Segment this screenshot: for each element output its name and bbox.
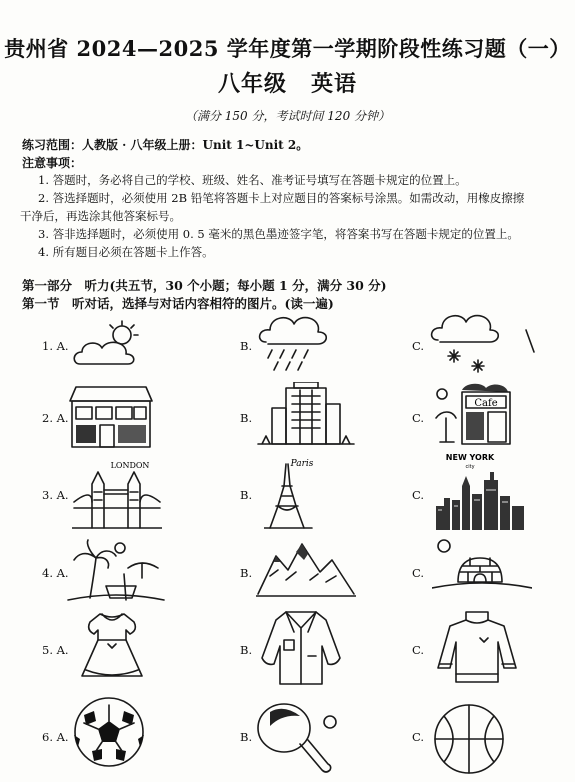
question-3-b-label: B. — [240, 488, 253, 502]
question-4-a-label: 4. A. — [42, 566, 69, 580]
notes-title: 注意事项： — [22, 156, 83, 170]
question-5-a-label: 5. A. — [42, 643, 69, 657]
shirt-icon — [256, 606, 346, 686]
london-caption: LONDON — [110, 461, 150, 470]
new-york-caption: NEW YORK — [445, 453, 495, 462]
question-4-c-label: C. — [412, 566, 425, 580]
note-item: 1. 答题时，务必将自己的学校、班级、姓名、准考证号填写在答题卡规定的位置上。 — [38, 173, 467, 187]
question-4-b-label: B. — [240, 566, 253, 580]
note-item: 2. 答选择题时，必须使用 2B 铅笔将答题卡上对应题目的答案标号涂黑。如需改动，用橡皮擦擦 — [38, 191, 525, 205]
exam-subtitle — [0, 67, 575, 98]
exam-title: 贵州省 2024—2025 学年度第一学期阶段性练习题（一） — [4, 36, 571, 61]
tower-bridge-icon — [72, 458, 162, 530]
question-1-b-label: B. — [240, 339, 253, 353]
paris-caption: Paris — [290, 459, 314, 469]
sweater-icon — [432, 608, 522, 684]
city-caption: city — [465, 464, 475, 470]
grade-label: 八年级 — [217, 71, 287, 97]
section-heading: 第一节 听对话，选择与对话内容相符的图片。(读一遍) — [22, 296, 334, 311]
mountains-icon — [256, 536, 356, 598]
ping-pong-paddle-icon — [256, 700, 346, 780]
question-6-c-label: C. — [412, 730, 425, 744]
question-2-a-label: 2. A. — [42, 411, 69, 425]
question-3-c-label: C. — [412, 488, 425, 502]
question-5-c-label: C. — [412, 643, 425, 657]
shop-building-icon — [66, 385, 156, 449]
question-1-c-label: C. — [412, 339, 425, 353]
question-3-a-label: 3. A. — [42, 488, 69, 502]
snow-cloud-icon — [430, 306, 540, 376]
part-heading: 第一部分 听力(共五节，30 个小题；每小题 1 分，满分 30 分) — [22, 278, 387, 293]
cafe-sign: Cafe — [474, 398, 498, 409]
question-6-a-label: 6. A. — [42, 730, 69, 744]
note-item: 干净后，再选涂其他答案标号。 — [20, 209, 181, 223]
question-5-b-label: B. — [240, 643, 253, 657]
cafe-icon — [432, 382, 522, 446]
igloo-icon — [432, 538, 532, 600]
rain-cloud-icon — [258, 310, 330, 374]
note-item: 4. 所有题目必须在答题卡上作答。 — [38, 245, 214, 259]
question-2-c-label: C. — [412, 411, 425, 425]
question-2-b-label: B. — [240, 411, 253, 425]
basketball-icon — [432, 700, 506, 778]
subject-label: 英语 — [311, 71, 358, 97]
office-tower-icon — [256, 382, 356, 446]
eiffel-tower-icon — [264, 456, 324, 530]
cloudy-sun-icon — [72, 320, 152, 370]
dress-icon — [72, 610, 152, 682]
soccer-ball-icon — [72, 695, 146, 769]
note-item: 3. 答非选择题时，必须使用 0. 5 毫米的黑色墨迹签字笔，将答案书写在答题卡规定的位置上。 — [38, 227, 519, 241]
exam-info: （满分 150 分，考试时间 120 分钟） — [184, 109, 391, 123]
question-6-b-label: B. — [240, 730, 253, 744]
exam-scope: 练习范围：人教版 · 八年级上册：Unit 1~Unit 2。 — [22, 138, 309, 152]
question-1-a-label: 1. A. — [42, 339, 69, 353]
beach-icon — [66, 538, 166, 604]
city-skyline-icon — [432, 450, 532, 532]
